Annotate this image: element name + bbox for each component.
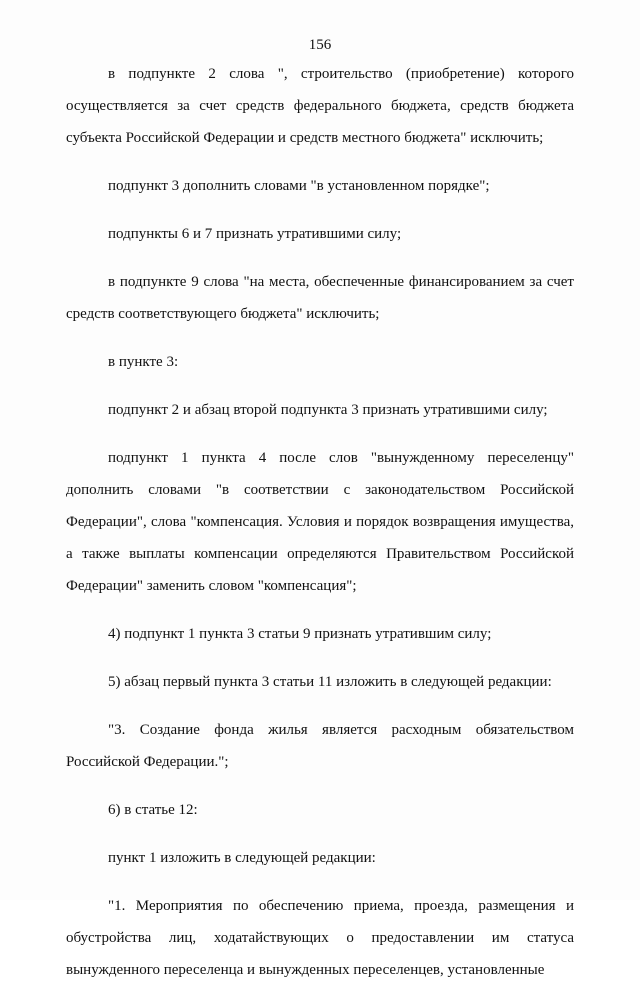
paragraph-2: подпункт 3 дополнить словами "в установленном порядке"; (108, 178, 490, 194)
page-number: 156 (308, 37, 332, 53)
paragraph-13: "1. Мероприятия по обеспечению приема, проезда, размещения и обустройства лиц, ходатайствующих о предоставлении им статуса вынужденного переселенца и вынужденных переселенцев, установленные (66, 898, 574, 978)
document-body (66, 58, 574, 1002)
paragraph-3: подпункты 6 и 7 признать утратившими силу; (108, 226, 402, 242)
paragraph-11: 6) в статье 12: (108, 802, 198, 818)
paragraph-4: в подпункте 9 слова "на места, обеспеченные финансированием за счет средств соответствующего бюджета" исключить; (66, 274, 574, 322)
paragraph-9: 5) абзац первый пункта 3 статьи 11 изложить в следующей редакции: (108, 674, 552, 690)
paragraph-12: пункт 1 изложить в следующей редакции: (108, 850, 376, 866)
paragraph-10: "3. Создание фонда жилья является расходным обязательством Российской Федерации."; (66, 722, 574, 770)
paragraph-8: 4) подпункт 1 пункта 3 статьи 9 признать утратившим силу; (108, 626, 492, 642)
paragraph-7: подпункт 1 пункта 4 после слов "вынужденному переселенцу" дополнить словами "в соответствии с законодательством Российской Федерации", слова "компенсация. Условия и порядок возвращения имущества, а также выплаты компенсации определяются Правительством Российской Федерации" заменить словом "компенсация"; (66, 450, 574, 594)
paragraph-6: подпункт 2 и абзац второй подпункта 3 признать утратившими силу; (108, 402, 548, 418)
paragraph-1: в подпункте 2 слова ", строительство (приобретение) которого осуществляется за счет средств федерального бюджета, средств бюджета субъекта Российской Федерации и средств местного бюджета" исключить; (66, 66, 574, 146)
paragraph-5: в пункте 3: (108, 354, 179, 370)
